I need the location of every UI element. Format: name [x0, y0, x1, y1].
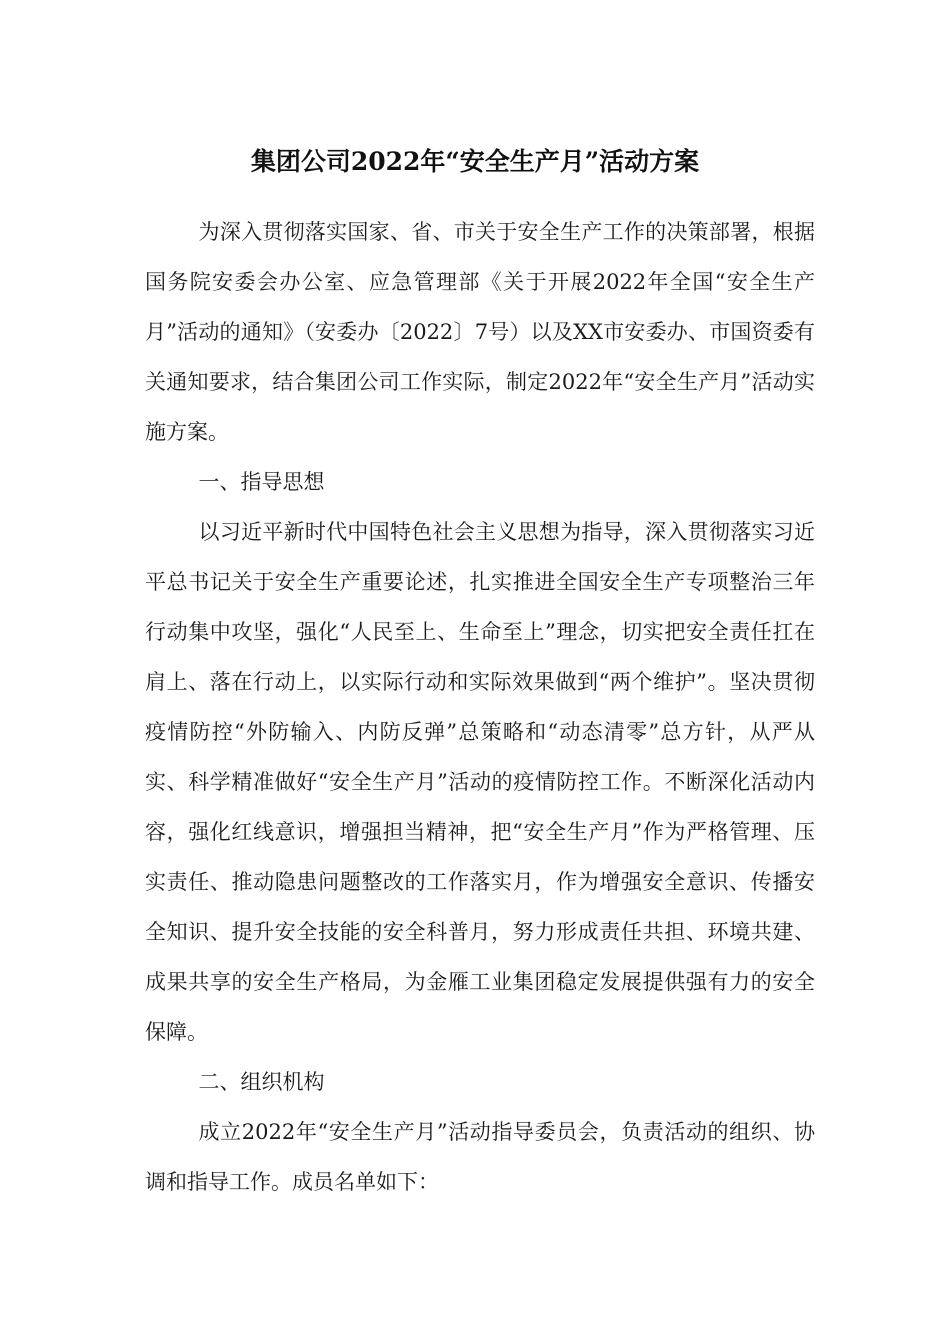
- document-title: 集团公司2022年“安全生产月”活动方案: [250, 147, 700, 176]
- guiding-ideology-paragraph: 以习近平新时代中国特色社会主义思想为指导，深入贯彻落实习近平总书记关于安全生产重要论述，扎实推进全国安全生产专项整治三年行动集中攻坚，强化“人民至上、生命至上”理念，切实把安全责任扛在肩上、落在行动上，以实际行动和实际效果做到“两个维护”。坚决贯彻疫情防控“外防输入、内防反弹”总策略和“动态清零”总方针，从严从实、科学精准做好“安全生产月”活动的疫情防控工作。不断深化活动内容，强化红线意识，增强担当精神，把“安全生产月”作为严格管理、压实责任、推动隐患问题整改的工作落实月，作为增强安全意识、传播安全知识、提升安全技能的安全科普月，努力形成责任共担、环境共建、成果共享的安全生产格局，为金雁工业集团稳定发展提供强有力的安全保障。: [145, 520, 815, 1044]
- intro-paragraph: 为深入贯彻落实国家、省、市关于安全生产工作的决策部署，根据国务院安委会办公室、应急管理部《关于开展2022年全国“安全生产月”活动的通知》（安委办〔2022〕7号）以及XX市安委办、市国资委有关通知要求，结合集团公司工作实际，制定2022年“安全生产月”活动实施方案。: [145, 220, 815, 444]
- section-heading-organization: 二、组织机构: [198, 1070, 325, 1094]
- document-body: [145, 207, 815, 1207]
- organization-paragraph: 成立2022年“安全生产月”活动指导委员会，负责活动的组织、协调和指导工作。成员名单如下：: [145, 1120, 815, 1194]
- section-heading-guiding-ideology: 一、指导思想: [198, 470, 325, 494]
